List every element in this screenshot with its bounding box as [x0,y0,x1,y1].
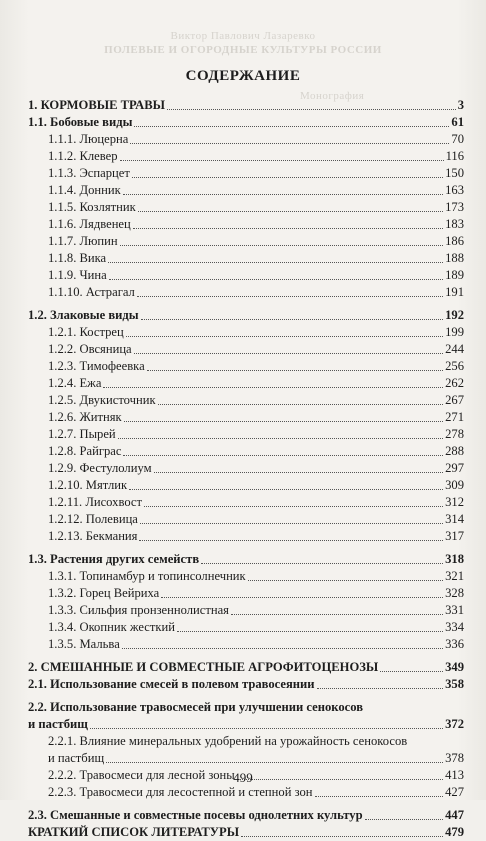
toc-entry[interactable] [28,165,464,182]
toc-label: 1. КОРМОВЫЕ ТРАВЫ [28,98,165,112]
toc-sublist [28,568,464,653]
toc-label: 1.1.9. Чина [48,268,107,282]
toc-entry[interactable] [28,636,464,653]
toc-entry[interactable] [28,216,464,233]
toc-page: 331 [445,603,464,617]
toc-entry[interactable] [28,199,464,216]
toc-entry[interactable] [28,619,464,636]
toc-label: 1.3.3. Сильфия пронзеннолистная [48,603,229,617]
toc-label: 1.2.4. Ежа [48,376,102,390]
toc-page: 427 [445,785,464,799]
toc-entry[interactable] [28,585,464,602]
toc-label: 2.2. Использование травосмесей при улучшении сенокосов [28,700,364,714]
toc-label: и пастбищ [28,717,88,731]
toc-entry[interactable] [28,494,464,511]
toc-label: и пастбищ [48,751,105,765]
toc-label: 1.1.10. Астрагал [48,285,135,299]
toc-entry[interactable] [28,807,464,824]
toc-entry[interactable] [28,602,464,619]
toc-page: 318 [445,552,464,566]
toc-label: 1.1.5. Козлятник [48,200,136,214]
toc-page: 61 [451,115,464,129]
toc-entry[interactable] [28,426,464,443]
toc-label: 1.3. Растения других семейств [28,552,200,566]
toc-label: 2.2.1. Влияние минеральных удобрений на урожайность сенокосов [48,734,408,748]
toc-label: 2.2.3. Травосмеси для лесостепной и степной зон [48,785,313,799]
toc-label: 1.2.12. Полевица [48,512,138,526]
toc-label: 1.1.2. Клевер [48,149,118,163]
toc-label: 2.2.2. Травосмеси для лесной зоны [48,768,235,782]
toc-label: 1.2.3. Тимофеевка [48,359,145,373]
toc-entry[interactable] [28,784,464,801]
toc-label: 1.3.4. Окопник жесткий [48,620,175,634]
toc-page: 297 [445,461,464,475]
toc-page: 163 [445,183,464,197]
toc-page: 288 [445,444,464,458]
toc-label: КРАТКИЙ СПИСОК ЛИТЕРАТУРЫ [28,825,240,839]
toc-entry[interactable] [28,659,464,676]
toc-label: 1.2.6. Житняк [48,410,122,424]
toc-label: 1.2.8. Райграс [48,444,122,458]
toc-label: 1.1.3. Эспарцет [48,166,130,180]
toc-page: 271 [445,410,464,424]
toc-entry[interactable] [28,733,464,767]
toc-entry[interactable] [28,375,464,392]
toc-page: 3 [457,98,464,112]
toc-page: 479 [445,825,464,839]
toc-sublist [28,324,464,545]
toc-page: 349 [445,660,464,674]
toc-entry[interactable] [28,392,464,409]
toc-entry[interactable] [28,324,464,341]
toc-page: 336 [445,637,464,651]
toc-entry[interactable] [28,284,464,301]
toc-page: 447 [445,808,464,822]
toc-label: 1.1.4. Донник [48,183,121,197]
toc-label: 1.2.5. Двукисточник [48,393,156,407]
toc-entry[interactable] [28,148,464,165]
toc-label: 1.2.13. Бекмания [48,529,138,543]
toc-entry[interactable] [28,97,464,114]
toc-page: 173 [445,200,464,214]
toc-page: 70 [451,132,464,146]
page-number: 499 [233,770,253,785]
toc-label: 1.3.2. Горец Вейриха [48,586,160,600]
toc-page: 116 [445,149,464,163]
bleed-through-text: ПОЛЕВЫЕ И ОГОРОДНЫЕ КУЛЬТУРЫ РОССИИ [104,44,382,56]
toc-entry[interactable] [28,511,464,528]
toc-page: 312 [445,495,464,509]
toc-page: 267 [445,393,464,407]
toc-page: 186 [445,234,464,248]
toc-label: 1.1.7. Люпин [48,234,118,248]
toc-sublist [28,131,464,301]
toc-entry[interactable] [28,676,464,693]
toc-entry[interactable] [28,233,464,250]
toc-entry[interactable] [28,250,464,267]
bleed-through-text: Виктор Павлович Лазаревко [170,30,316,42]
toc-page: 191 [445,285,464,299]
toc-entry[interactable] [28,131,464,148]
toc-label: 1.2. Злаковые виды [28,308,139,322]
toc-page: 321 [445,569,464,583]
toc-entry[interactable] [28,182,464,199]
toc-entry[interactable] [28,409,464,426]
toc-entry[interactable] [28,443,464,460]
toc-entry[interactable] [28,358,464,375]
toc-page: 189 [445,268,464,282]
toc-label: 1.2.7. Пырей [48,427,116,441]
toc-entry[interactable] [28,307,464,324]
toc-page: 183 [445,217,464,231]
toc-page: 309 [445,478,464,492]
toc-entry[interactable] [28,477,464,494]
toc-label: 2. СМЕШАННЫЕ И СОВМЕСТНЫЕ АГРОФИТОЦЕНОЗЫ [28,660,379,674]
toc-label: 1.3.5. Мальва [48,637,120,651]
toc-page: 192 [445,308,464,322]
toc-entry[interactable] [28,568,464,585]
toc-page: 256 [445,359,464,373]
toc-entry[interactable] [28,341,464,358]
toc-entry[interactable] [28,114,464,131]
toc-page: 278 [445,427,464,441]
toc-entry[interactable] [28,551,464,568]
toc-page: 372 [445,717,464,731]
toc-page: 334 [445,620,464,634]
toc-label: 1.1.1. Люцерна [48,132,129,146]
toc-page: 378 [445,751,464,765]
toc-page: 188 [445,251,464,265]
toc-entry[interactable] [28,460,464,477]
toc-entry[interactable] [28,824,464,841]
page-title: СОДЕРЖАНИЕ [185,68,301,84]
toc-label: 1.1. Бобовые виды [28,115,133,129]
toc-label: 2.1. Использование смесей в полевом травосеянии [28,677,315,691]
toc-label: 2.3. Смешанные и совместные посевы однолетних культур [28,808,363,822]
toc-page: 262 [445,376,464,390]
toc-page: 244 [445,342,464,356]
toc-page: 328 [445,586,464,600]
toc-label: 1.2.2. Овсяница [48,342,132,356]
toc-page: 413 [445,768,464,782]
toc-label: 1.2.10. Мятлик [48,478,128,492]
toc-label: 1.1.6. Лядвенец [48,217,131,231]
toc-entry[interactable] [28,528,464,545]
toc-page: 358 [445,677,464,691]
toc-page: 150 [445,166,464,180]
bleed-through-text: Монография [300,90,365,102]
toc-page: 199 [445,325,464,339]
toc-entry[interactable] [28,267,464,284]
toc-page: 314 [445,512,464,526]
toc-label: 1.2.1. Кострец [48,325,124,339]
toc-entry[interactable] [28,699,464,733]
toc-label: 1.3.1. Топинамбур и топинсолнечник [48,569,246,583]
toc-page: 317 [445,529,464,543]
toc-label: 1.1.8. Вика [48,251,107,265]
toc-label: 1.2.9. Фестулолиум [48,461,152,475]
table-of-contents [28,97,464,841]
toc-label: 1.2.11. Лисохвост [48,495,143,509]
